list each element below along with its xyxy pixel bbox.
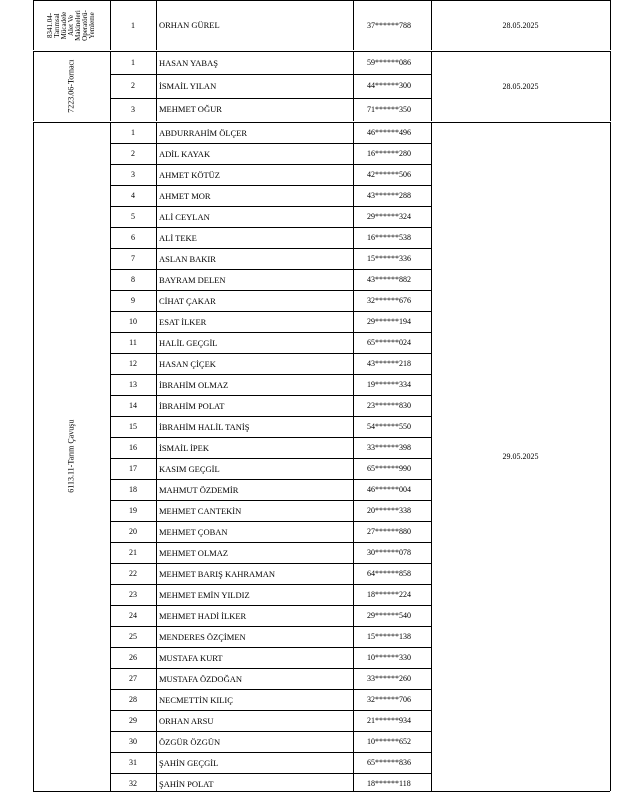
person-name: İSMAİL İPEK bbox=[159, 442, 209, 453]
row-divider bbox=[110, 416, 431, 417]
row-divider bbox=[110, 98, 431, 99]
id-number: 15******138 bbox=[367, 632, 411, 641]
category-label-line: Tarımsal bbox=[53, 12, 61, 38]
row-divider bbox=[110, 773, 431, 774]
person-name: HASAN YABAŞ bbox=[159, 57, 218, 68]
table-border-right bbox=[610, 0, 611, 50]
row-divider bbox=[110, 290, 431, 291]
person-name: ABDURRAHİM ÖLÇER bbox=[159, 127, 248, 138]
exam-date: 29.05.2025 bbox=[502, 452, 539, 461]
row-divider bbox=[110, 395, 431, 396]
person-name: İBRAHİM OLMAZ bbox=[159, 379, 229, 390]
category-label-line: 8341.04- bbox=[46, 12, 54, 38]
id-number: 46******496 bbox=[367, 128, 411, 137]
id-number: 18******224 bbox=[367, 590, 411, 599]
row-divider bbox=[110, 710, 431, 711]
id-number: 43******882 bbox=[367, 275, 411, 284]
row-number: 15 bbox=[129, 422, 137, 431]
id-number: 64******858 bbox=[367, 569, 411, 578]
row-divider bbox=[110, 752, 431, 753]
id-number: 43******218 bbox=[367, 359, 411, 368]
row-number: 3 bbox=[131, 104, 135, 114]
row-divider bbox=[110, 269, 431, 270]
row-number: 1 bbox=[131, 20, 135, 30]
row-number: 29 bbox=[129, 716, 137, 725]
person-name: MUSTAFA KURT bbox=[159, 652, 223, 663]
row-number: 4 bbox=[131, 191, 135, 200]
person-name: AHMET KÖTÜZ bbox=[159, 169, 220, 180]
id-number: 23******830 bbox=[367, 401, 411, 410]
person-name: İSMAİL YILAN bbox=[159, 80, 217, 91]
row-divider bbox=[110, 647, 431, 648]
person-name: ŞAHİN GEÇGİL bbox=[159, 757, 219, 768]
row-divider bbox=[110, 74, 431, 75]
row-number: 2 bbox=[131, 149, 135, 158]
row-number: 16 bbox=[129, 443, 137, 452]
row-divider bbox=[110, 479, 431, 480]
row-divider bbox=[110, 248, 431, 249]
row-divider bbox=[110, 332, 431, 333]
row-number: 32 bbox=[129, 779, 137, 788]
row-number: 1 bbox=[131, 128, 135, 137]
row-number: 31 bbox=[129, 758, 137, 767]
category-label-line: Yemleme bbox=[88, 11, 96, 39]
person-name: NECMETTİN KILIÇ bbox=[159, 694, 233, 705]
row-divider bbox=[110, 437, 431, 438]
person-name: ALİ CEYLAN bbox=[159, 211, 210, 222]
id-number: 71******350 bbox=[367, 104, 411, 114]
table-border-right bbox=[610, 51, 611, 121]
row-number: 19 bbox=[129, 506, 137, 515]
category-cell bbox=[33, 0, 110, 50]
row-number: 24 bbox=[129, 611, 137, 620]
person-name: BAYRAM DELEN bbox=[159, 274, 226, 285]
person-name: ASLAN BAKIR bbox=[159, 253, 216, 264]
person-name: AHMET MOR bbox=[159, 190, 211, 201]
category-label-line: Alet Ve bbox=[67, 14, 75, 36]
id-number: 46******004 bbox=[367, 485, 411, 494]
exam-date: 28.05.2025 bbox=[502, 20, 539, 30]
row-divider bbox=[110, 374, 431, 375]
id-number: 65******990 bbox=[367, 464, 411, 473]
id-number: 65******024 bbox=[367, 338, 411, 347]
row-number: 2 bbox=[131, 81, 135, 91]
row-divider bbox=[110, 584, 431, 585]
row-divider bbox=[110, 731, 431, 732]
category-label-line: Makineleri bbox=[74, 9, 82, 41]
row-number: 12 bbox=[129, 359, 137, 368]
id-number: 32******676 bbox=[367, 296, 411, 305]
person-name: ÖZGÜR ÖZGÜN bbox=[159, 736, 221, 747]
person-name: MEHMET OLMAZ bbox=[159, 547, 229, 558]
category-label: 6113.11-Tarım Çavuşu bbox=[66, 419, 76, 494]
row-number: 13 bbox=[129, 380, 137, 389]
row-number: 27 bbox=[129, 674, 137, 683]
id-number: 21******934 bbox=[367, 716, 411, 725]
row-number: 5 bbox=[131, 212, 135, 221]
row-divider bbox=[110, 311, 431, 312]
row-number: 20 bbox=[129, 527, 137, 536]
row-number: 21 bbox=[129, 548, 137, 557]
row-divider bbox=[110, 563, 431, 564]
row-number: 17 bbox=[129, 464, 137, 473]
id-number: 37******788 bbox=[367, 20, 411, 30]
row-divider bbox=[110, 206, 431, 207]
id-number: 10******652 bbox=[367, 737, 411, 746]
id-number: 20******338 bbox=[367, 506, 411, 515]
person-name: MEHMET OĞUR bbox=[159, 104, 222, 115]
id-number: 15******336 bbox=[367, 254, 411, 263]
person-name: CİHAT ÇAKAR bbox=[159, 295, 216, 306]
person-name: İBRAHİM HALİL TANİŞ bbox=[159, 421, 250, 432]
id-number: 29******324 bbox=[367, 212, 411, 221]
row-number: 10 bbox=[129, 317, 137, 326]
id-number: 29******194 bbox=[367, 317, 411, 326]
id-number: 43******288 bbox=[367, 191, 411, 200]
person-name: MEHMET CANTEKİN bbox=[159, 505, 242, 516]
person-name: HALİL GEÇGİL bbox=[159, 337, 218, 348]
row-number: 14 bbox=[129, 401, 137, 410]
id-number: 29******540 bbox=[367, 611, 411, 620]
person-name: ALİ TEKE bbox=[159, 232, 197, 243]
exam-date: 28.05.2025 bbox=[502, 81, 539, 91]
id-number: 42******506 bbox=[367, 170, 411, 179]
person-name: ESAT İLKER bbox=[159, 316, 207, 327]
row-number: 8 bbox=[131, 275, 135, 284]
row-divider bbox=[110, 626, 431, 627]
person-name: MEHMET HADİ İLKER bbox=[159, 610, 247, 621]
row-divider bbox=[110, 227, 431, 228]
id-number: 65******836 bbox=[367, 758, 411, 767]
category-cell bbox=[33, 122, 110, 791]
person-name: HASAN ÇİÇEK bbox=[159, 358, 216, 369]
row-number: 25 bbox=[129, 632, 137, 641]
person-name: KASIM GEÇGİL bbox=[159, 463, 220, 474]
person-name: ADİL KAYAK bbox=[159, 148, 211, 159]
category-cell bbox=[33, 51, 110, 121]
person-name: ORHAN GÜREL bbox=[159, 20, 220, 30]
id-number: 30******078 bbox=[367, 548, 411, 557]
person-name: MEHMET BARIŞ KAHRAMAN bbox=[159, 568, 276, 579]
row-number: 22 bbox=[129, 569, 137, 578]
row-divider bbox=[110, 143, 431, 144]
id-number: 19******334 bbox=[367, 380, 411, 389]
row-divider bbox=[110, 185, 431, 186]
category-label: 7223.06-Tornacı bbox=[66, 59, 76, 113]
person-name: İBRAHİM POLAT bbox=[159, 400, 225, 411]
row-divider bbox=[110, 689, 431, 690]
person-name: MUSTAFA ÖZDOĞAN bbox=[159, 673, 242, 684]
table-border-right bbox=[610, 122, 611, 791]
id-number: 33******398 bbox=[367, 443, 411, 452]
id-number: 16******538 bbox=[367, 233, 411, 242]
row-number: 9 bbox=[131, 296, 135, 305]
row-divider bbox=[110, 668, 431, 669]
person-name: MEHMET EMİN YILDIZ bbox=[159, 589, 250, 600]
id-number: 10******330 bbox=[367, 653, 411, 662]
row-divider bbox=[110, 353, 431, 354]
id-number: 32******706 bbox=[367, 695, 411, 704]
row-number: 6 bbox=[131, 233, 135, 242]
category-label-line: Mücadele bbox=[60, 11, 68, 39]
row-number: 3 bbox=[131, 170, 135, 179]
row-divider bbox=[110, 605, 431, 606]
row-divider bbox=[110, 458, 431, 459]
row-number: 7 bbox=[131, 254, 135, 263]
row-number: 18 bbox=[129, 485, 137, 494]
id-number: 44******300 bbox=[367, 81, 411, 91]
row-number: 23 bbox=[129, 590, 137, 599]
person-name: MEHMET ÇOBAN bbox=[159, 526, 228, 537]
row-number: 26 bbox=[129, 653, 137, 662]
row-divider bbox=[110, 521, 431, 522]
row-number: 30 bbox=[129, 737, 137, 746]
row-number: 11 bbox=[129, 338, 137, 347]
row-divider bbox=[110, 500, 431, 501]
id-number: 33******260 bbox=[367, 674, 411, 683]
person-name: MENDERES ÖZÇİMEN bbox=[159, 631, 246, 642]
row-divider bbox=[110, 164, 431, 165]
category-label-line: Operatörü- bbox=[81, 9, 89, 41]
id-number: 18******118 bbox=[367, 779, 411, 788]
person-name: ŞAHİN POLAT bbox=[159, 778, 214, 789]
id-number: 27******880 bbox=[367, 527, 411, 536]
person-name: MAHMUT ÖZDEMİR bbox=[159, 484, 239, 495]
id-number: 59******086 bbox=[367, 58, 411, 68]
row-number: 28 bbox=[129, 695, 137, 704]
row-number: 1 bbox=[131, 58, 135, 68]
id-number: 54******550 bbox=[367, 422, 411, 431]
id-number: 16******280 bbox=[367, 149, 411, 158]
row-divider bbox=[110, 542, 431, 543]
category-label bbox=[47, 10, 96, 41]
person-name: ORHAN ARSU bbox=[159, 715, 214, 726]
